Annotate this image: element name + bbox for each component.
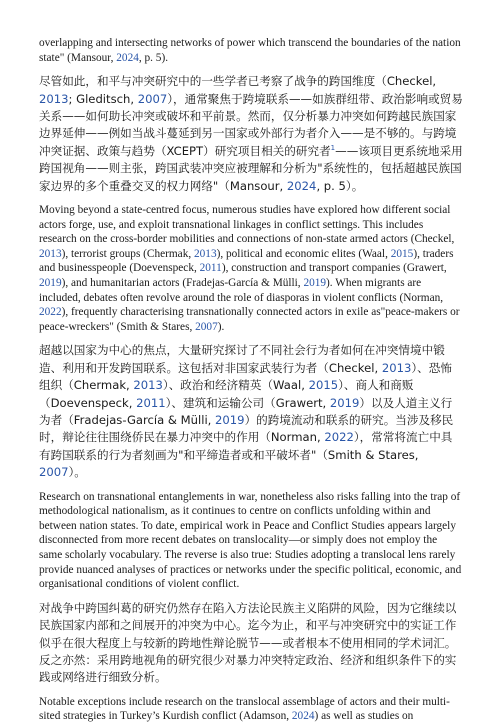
citation-year-link[interactable]: 2011: [199, 262, 222, 275]
citation-year-link[interactable]: 2022: [39, 306, 62, 319]
text-segment: ）、商人和商贩（Doevenspeck,: [39, 378, 414, 410]
text-segment: ) as well as studies on: [314, 710, 414, 723]
text-segment: ), political and economic elites (Waal,: [216, 247, 391, 260]
citation-year-link[interactable]: 2022: [324, 430, 354, 445]
text-segment: Moving beyond a state-centred focus, numerous studies have explored how different social actors forge, use, and exploit transnational linkages in conflict settings. This includes research on the cross-border mobilities and connections of non-state armed actors (Checkel,: [39, 204, 455, 246]
english-paragraph: [39, 490, 463, 592]
citation-year-link[interactable]: 2013: [39, 247, 62, 260]
citation-year-link[interactable]: 2024: [291, 710, 315, 723]
text-segment: ; Gleditsch,: [68, 91, 138, 106]
citation-year-link[interactable]: 2013: [39, 91, 69, 106]
text-segment: ).: [217, 320, 225, 333]
text-segment: ）。: [68, 465, 86, 480]
citation-year-link[interactable]: 2019: [303, 277, 327, 289]
citation-year-link[interactable]: 2007: [195, 320, 218, 333]
citation-year-link[interactable]: 2011: [136, 395, 166, 410]
text-segment: ）以及人道主义行为者（Fradejas-García & Mülli,: [39, 395, 453, 427]
text-segment: 对战争中跨国纠葛的研究仍然存在陷入方法论民族主义陷阱的风险，因为它继续以民族国家内部和之间展开的冲突为中心。迄今为止，和平与冲突研究中的实证工作似乎在很大程度上与较新的跨地性辩论脱节——或者根本不使用相同的学术词汇。反之亦然：采用跨地视角的研究很少对暴力冲突特定政治、经济和组织条件下的实践或网络进行细致分析。: [39, 600, 457, 685]
citation-year-link[interactable]: 2013: [381, 360, 412, 375]
chinese-paragraph: [39, 600, 463, 687]
text-segment: ）的跨境流动和联系的研究。当涉及移民时，辩论往往围绕侨民在暴力冲突中的作用（Norman,: [39, 413, 454, 445]
document-page: [39, 36, 463, 724]
text-segment: ），通常聚焦于跨境联系——如族群纽带、政治影响或贸易关系——如何助长冲突或破坏和平前景。然而，仅分析暴力冲突如何跨越民族国家边界延伸——例如当战斗蔓延到另一国家或外部行为者介入——是不够的。与跨境冲突证据、政策与趋势（XCEPT）研究项目相关的研究者: [39, 91, 463, 158]
citation-year-link[interactable]: 2015: [308, 378, 339, 393]
text-segment: ). When migrants are included, debates often revolve around the role of diasporas in violent conflicts (Norman,: [39, 277, 444, 304]
citation-year-link[interactable]: 2007: [137, 91, 168, 106]
english-paragraph: [39, 36, 463, 65]
citation-year-link[interactable]: 2007: [39, 465, 69, 480]
text-segment: Research on transnational entanglements in war, nonetheless also risks falling into the trap of methodological nationalism, as it continues to centre on conflicts unfolding within and between nation states. To date, empirical work in Peace and Conflict Studies appears largely disconnected from more recent debates on translocality—or simply does not employ the same scholarly vocabulary. The reverse is also true: Studies adopting a translocal lens rarely provide nuanced analyses of practices or networks under the specific political, economic, and organisational conditions of violent conflict.: [39, 490, 462, 591]
text-segment: , p. 5).: [138, 51, 169, 64]
chinese-paragraph: [39, 342, 463, 481]
text-segment: 尽管如此，和平与冲突研究中的一些学者已考察了战争的跨国维度（Checkel,: [39, 74, 437, 89]
text-segment: , p. 5）。: [316, 178, 364, 193]
footnote-marker[interactable]: 1: [330, 143, 336, 152]
citation-year-link[interactable]: 2015: [390, 247, 414, 260]
text-segment: 超越以国家为中心的焦点，大量研究探讨了不同社会行为者如何在冲突情境中锻造、利用和开发跨国联系。这包括对非国家武装行为者（Checkel,: [39, 343, 445, 375]
text-segment: ), terrorist groups (Chermak,: [61, 247, 194, 260]
english-paragraph: [39, 203, 463, 334]
text-segment: Notable exceptions include research on the translocal assemblage of actors and their multi-sited strategies in Turkey’s Kurdish conflict (Adamson,: [39, 695, 450, 723]
text-segment: ), frequently characterising transnationally connected actors in exile as"peace-makers or peace-wreckers" (Smith & Stares,: [39, 306, 460, 333]
chinese-paragraph: [39, 73, 463, 195]
citation-year-link[interactable]: 2019: [39, 277, 62, 289]
citation-year-link[interactable]: 2024: [286, 178, 317, 193]
citation-year-link[interactable]: 2019: [329, 395, 360, 410]
text-segment: ——该项目更系统地采用跨国视角——则主张，跨国武装冲突应被理解和分析为"系统性的，包括超越民族国家边界的多个重叠交叉的权力网络"（Mansour,: [39, 143, 463, 193]
text-segment: ）、政治和经济精英（Waal,: [162, 378, 309, 393]
text-segment: ）、建筑和运输公司（Grawert,: [165, 395, 330, 410]
text-segment: ), construction and transport companies (Grawert,: [221, 262, 447, 275]
text-segment: ），常常将流亡中具有跨国联系的行为者刻画为"和平缔造者或和平破坏者"（Smith & Stares,: [39, 430, 453, 462]
english-paragraph: [39, 695, 463, 724]
citation-year-link[interactable]: 2013: [133, 378, 163, 393]
text-segment: overlapping and intersecting networks of power which transcend the boundaries of the nation state" (Mansour,: [39, 37, 461, 64]
text-segment: ), and humanitarian actors (Fradejas-García & Mülli,: [61, 277, 304, 289]
citation-year-link[interactable]: 2019: [215, 413, 245, 427]
text-segment: ）、恐怖组织（Chermak,: [39, 360, 452, 393]
text-segment: ), traders and businesspeople (Doevenspeck,: [39, 247, 454, 275]
citation-year-link[interactable]: 2024: [116, 51, 139, 64]
citation-year-link[interactable]: 2013: [194, 247, 217, 260]
